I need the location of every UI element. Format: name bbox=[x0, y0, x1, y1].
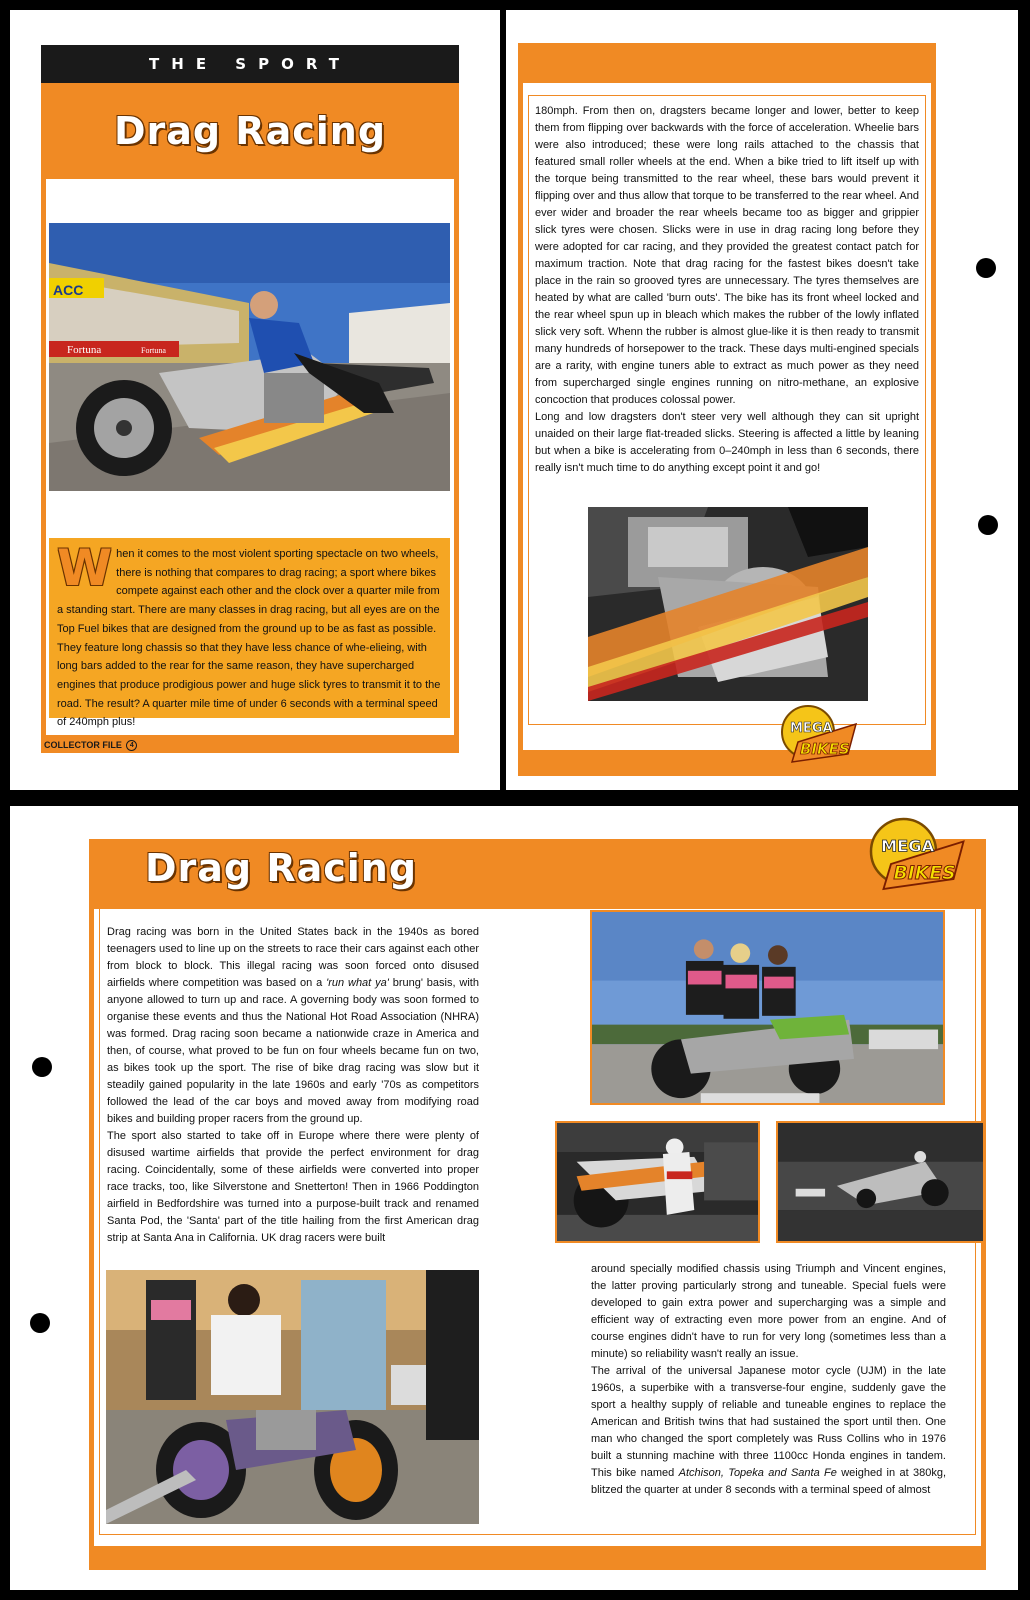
sign-acc: ACC bbox=[53, 282, 84, 298]
article-text-continued bbox=[535, 103, 919, 477]
bottom-title-bar bbox=[89, 836, 986, 909]
sign-fortuna-1: Fortuna bbox=[67, 344, 102, 356]
right-rail bbox=[454, 179, 459, 750]
history-text-left bbox=[107, 924, 479, 1247]
history-text-right bbox=[591, 1261, 946, 1499]
mega-bikes-logo-bottom bbox=[866, 814, 966, 894]
bottom-left-rail bbox=[89, 909, 94, 1549]
pit-crew-photo bbox=[106, 1270, 479, 1524]
left-rail bbox=[41, 179, 46, 750]
bottom-bar bbox=[518, 750, 936, 776]
collector-file-footer bbox=[44, 738, 137, 752]
intro-text: hen it comes to the most violent sporting spectacle on two wheels, there is nothing that compares to drag racing; a sport where bikes compete against each other and the clock over a quarter mile from a standing start. There are many classes in drag racing, but all eyes are on the Top Fuel bikes that are designed from the ground up to be as fast as possible. They feature long chassis so that they have less chance of whe-elieing, with long bars added to the rear for the same reason, they have supercharged engines that produce prodigious power and huge slick tyres to transmit it to the road. The result? A quarter mile time of under 6 seconds with a terminal speed of 240mph plus! bbox=[57, 548, 441, 729]
logo-bikes-bottom: BIKES bbox=[893, 863, 956, 884]
bottom-page-title: Drag Racing bbox=[145, 846, 418, 890]
binder-hole-2 bbox=[978, 515, 998, 535]
sign-fortuna-2: Fortuna bbox=[141, 346, 166, 355]
logo-bikes: BIKES bbox=[800, 740, 850, 758]
intro-box bbox=[49, 538, 450, 729]
dragster-track-photo bbox=[776, 1121, 985, 1243]
top-right-page bbox=[506, 10, 1018, 790]
para-tyres: 180mph. From then on, dragsters became longer and lower, better to keep them from flipping over backwards with the force of acceleration. Wheelie bars were also introduced; these were long rails attached to the chassis that featured small roller wheels at the end. When a bike tried to lift itself up with the torque being transmitted to the rear wheel, these bars would prevent it flipping over and thus allow that torque to be transferred to the rear wheel. And ever wider and broader the rear wheels became too as bigger and grippier slick tyres were chosen. Slicks were in use in drag racing long before they were adopted for car racing, and they provided the greatest contact patch for maximum traction. Note that drag racing for the fastest bikes doesn't take place in the rain so grooved tyres are unnecessary. The tyres themselves are heated by what are called 'burn outs'. The bike has its front wheel locked and the rear wheel spun up in bleach which makes the rubber of the lowly inflated slick very soft. Whenn the rubber is almost glue-like it is then ready to transmit many hundreds of horsepower to the track. These days multi-engined specials are a rarity, with engine tuners able to extract as much power as they need from supercharged single engines running on nitro-methane, an explosive concoction that produces colossal power. bbox=[535, 105, 919, 406]
drop-cap: W bbox=[57, 539, 113, 597]
para-europe: The sport also started to take off in Europe where there were plenty of disused wartime airfields that provide the perfect environment for drag racing. Coincidentally, some of these airfields were converted into proper race tracks, too, like Silverstone and Snetterton! Then in 1966 Poddington airfield in Bedfordshire was turned into a purpose-built track and renamed Santa Pod, the 'Santa' part of the title hailing from the first American drag strip at Santa Ana in California. UK drag racers were built bbox=[107, 1130, 479, 1244]
section-label: THE SPORT bbox=[149, 55, 351, 73]
mega-bikes-logo bbox=[778, 702, 858, 766]
binder-hole-1 bbox=[976, 258, 996, 278]
collector-file-label: COLLECTOR FILE bbox=[44, 740, 122, 750]
section-bar bbox=[41, 45, 459, 83]
binder-hole-3 bbox=[32, 1057, 52, 1077]
page-number: 4 bbox=[126, 740, 137, 751]
rider-launch-photo bbox=[555, 1121, 760, 1243]
bottom-spread bbox=[10, 806, 1018, 1590]
dragster-rider-photo bbox=[49, 223, 450, 491]
logo-mega: MEGA bbox=[790, 721, 833, 736]
para-japanese-engines: The arrival of the universal Japanese motor cycle (UJM) in the late 1960s, a superbike with a transverse-four engine, suddenly gave the sport a healthy supply of reliable and tuneable engines to replace the American and British twins that had sustained the sport until then. One man who changed the sport completely was Russ Collins who in 1976 built a stunning machine with three 1100cc Honda engines in tandem. This bike named Atchison, Topeka and Santa Fe weighed in at 380kg, blitzed the quarter at under 8 seconds with a terminal speed of almost bbox=[591, 1365, 947, 1496]
logo-mega-bottom: MEGA bbox=[881, 836, 935, 856]
para-origins: Drag racing was born in the United States back in the 1940s as bored teenagers used to line up on the streets to race their cars against each other from block to block. This illegal racing was soon forced onto disused airfields where competition was based on a 'run what ya' brung' basis, with anyone allowed to turn up and race. A governing body was soon formed to organise these events and thus the National Hot Road Association (NHRA) was formed. Drag racing soon became a nationwide craze in America and then, of course, what proved to be fun on four wheels became fun on two, as bikes took up the sport. The rise of bike drag racing was slow but it steadily gained popularity in the late 1960s and early '70s as competitors followed the lead of the car boys and moved away from modifying road bikes and building proper racers from the ground up. bbox=[107, 926, 479, 1125]
engine-photo bbox=[588, 507, 868, 701]
title-block bbox=[41, 83, 459, 179]
team-photo bbox=[590, 910, 945, 1105]
binder-hole-4 bbox=[30, 1313, 50, 1333]
page-title: Drag Racing bbox=[113, 109, 387, 153]
left-rail-r bbox=[518, 83, 523, 750]
top-left-page bbox=[10, 10, 500, 790]
right-rail-r bbox=[931, 83, 936, 750]
bottom-footer-bar bbox=[89, 1546, 986, 1570]
para-steering: Long and low dragsters don't steer very well although they can sit upright unaided on their large flat-treaded slicks. Steering is affected a little by leaning but when a bike is accelerating from 0–240mph in less than 6 seconds, there really isn't much time to do anything except point it and go! bbox=[535, 411, 919, 474]
top-bar bbox=[518, 43, 936, 83]
para-british-engines: around specially modified chassis using Triumph and Vincent engines, the latter proving particularly strong and tuneable. Special fuels were developed to gain extra power and supercharging was a simple and efficient way of extracting even more power from an engine. And of course engines didn't have to run for very long (sometimes less than a minute) so reliability wasn't really an issue. bbox=[591, 1263, 946, 1360]
